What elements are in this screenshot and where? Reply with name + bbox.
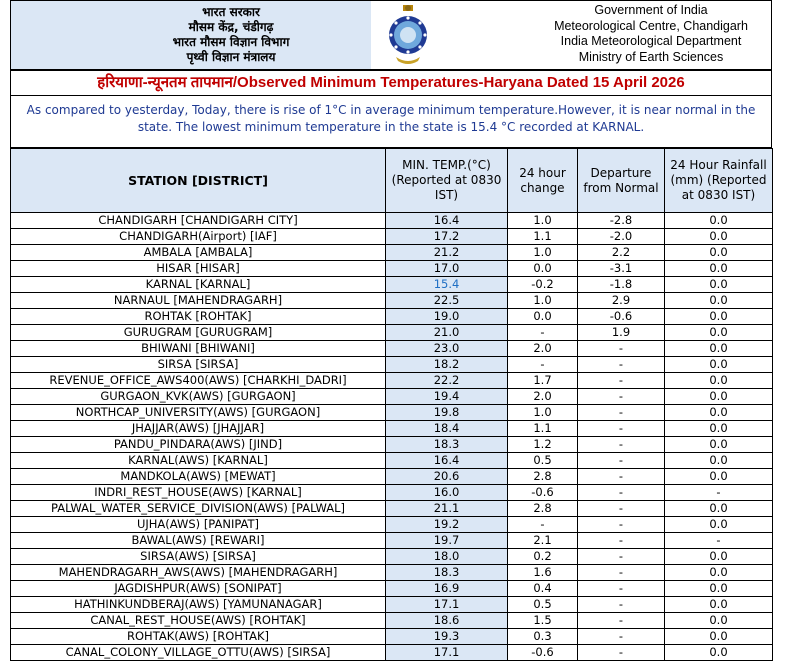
table-row <box>11 453 773 469</box>
table-row <box>11 245 773 261</box>
change-cell: 2.0 <box>508 341 578 357</box>
min-temp-cell: 21.0 <box>386 325 508 341</box>
change-cell: 0.4 <box>508 581 578 597</box>
col-header-rainfall: 24 Hour Rainfall (mm) (Reported at 0830 IST) <box>665 149 773 213</box>
hindi-line-1: भारत सरकार <box>202 5 260 19</box>
departure-cell: -1.8 <box>578 277 665 293</box>
change-cell: -0.2 <box>508 277 578 293</box>
departure-cell: - <box>578 389 665 405</box>
change-cell: 2.8 <box>508 501 578 517</box>
station-cell: HATHINKUNDBERAJ(AWS) [YAMUNANAGAR] <box>11 597 386 613</box>
col-header-change: 24 hour change <box>508 149 578 213</box>
min-temp-cell: 23.0 <box>386 341 508 357</box>
station-cell: ROHTAK [ROHTAK] <box>11 309 386 325</box>
station-cell: CANAL_COLONY_VILLAGE_OTTU(AWS) [SIRSA] <box>11 645 386 661</box>
change-cell: 0.3 <box>508 629 578 645</box>
departure-cell: - <box>578 533 665 549</box>
departure-cell: 1.9 <box>578 325 665 341</box>
change-cell: 0.5 <box>508 453 578 469</box>
station-cell: BHIWANI [BHIWANI] <box>11 341 386 357</box>
station-cell: AMBALA [AMBALA] <box>11 245 386 261</box>
rainfall-cell: 0.0 <box>665 629 773 645</box>
table-row <box>11 293 773 309</box>
change-cell: 1.0 <box>508 405 578 421</box>
table-row <box>11 325 773 341</box>
change-cell: 1.5 <box>508 613 578 629</box>
min-temp-cell: 17.1 <box>386 645 508 661</box>
departure-cell: -0.6 <box>578 309 665 325</box>
departure-cell: -2.8 <box>578 213 665 229</box>
min-temp-cell: 22.2 <box>386 373 508 389</box>
station-cell: UJHA(AWS) [PANIPAT] <box>11 517 386 533</box>
table-row <box>11 533 773 549</box>
station-cell: PALWAL_WATER_SERVICE_DIVISION(AWS) [PALWAL] <box>11 501 386 517</box>
rainfall-cell: 0.0 <box>665 501 773 517</box>
min-temp-cell: 17.2 <box>386 229 508 245</box>
departure-cell: 2.2 <box>578 245 665 261</box>
english-org-block <box>531 3 771 65</box>
station-cell: GURUGRAM [GURUGRAM] <box>11 325 386 341</box>
rainfall-cell: 0.0 <box>665 581 773 597</box>
table-body <box>11 213 773 661</box>
table-row <box>11 309 773 325</box>
change-cell: 1.0 <box>508 245 578 261</box>
hindi-line-4: पृथ्वी विज्ञान मंत्रालय <box>186 50 276 64</box>
table-row <box>11 517 773 533</box>
station-cell: KARNAL [KARNAL] <box>11 277 386 293</box>
change-cell: 0.5 <box>508 597 578 613</box>
min-temp-cell: 21.2 <box>386 245 508 261</box>
station-cell: HISAR [HISAR] <box>11 261 386 277</box>
change-cell: 1.2 <box>508 437 578 453</box>
change-cell: - <box>508 357 578 373</box>
table-row <box>11 373 773 389</box>
report-title: हरियाणा-न्यूनतम तापमान/Observed Minimum Temperatures-Haryana Dated 15 April 2026 <box>10 69 772 96</box>
rainfall-cell: 0.0 <box>665 645 773 661</box>
imd-emblem-icon <box>386 3 430 67</box>
departure-cell: - <box>578 517 665 533</box>
change-cell: 1.1 <box>508 421 578 437</box>
table-row <box>11 629 773 645</box>
rainfall-cell: 0.0 <box>665 389 773 405</box>
min-temp-cell: 16.4 <box>386 213 508 229</box>
departure-cell: - <box>578 629 665 645</box>
rainfall-cell: 0.0 <box>665 469 773 485</box>
min-temp-cell: 19.3 <box>386 629 508 645</box>
min-temp-cell: 20.6 <box>386 469 508 485</box>
station-cell: NARNAUL [MAHENDRAGARH] <box>11 293 386 309</box>
change-cell: 0.2 <box>508 549 578 565</box>
rainfall-cell: 0.0 <box>665 325 773 341</box>
table-row <box>11 581 773 597</box>
station-cell: GURGAON_KVK(AWS) [GURGAON] <box>11 389 386 405</box>
min-temp-cell: 17.0 <box>386 261 508 277</box>
station-cell: MAHENDRAGARH_AWS(AWS) [MAHENDRAGARH] <box>11 565 386 581</box>
table-row <box>11 501 773 517</box>
rainfall-cell: 0.0 <box>665 229 773 245</box>
table-row <box>11 405 773 421</box>
min-temp-cell: 16.4 <box>386 453 508 469</box>
rainfall-cell: 0.0 <box>665 277 773 293</box>
min-temp-cell: 19.0 <box>386 309 508 325</box>
rainfall-cell: 0.0 <box>665 309 773 325</box>
departure-cell: - <box>578 565 665 581</box>
station-cell: INDRI_REST_HOUSE(AWS) [KARNAL] <box>11 485 386 501</box>
rainfall-cell: 0.0 <box>665 565 773 581</box>
station-cell: CANAL_REST_HOUSE(AWS) [ROHTAK] <box>11 613 386 629</box>
departure-cell: - <box>578 597 665 613</box>
station-cell: JAGDISHPUR(AWS) [SONIPAT] <box>11 581 386 597</box>
departure-cell: - <box>578 613 665 629</box>
station-cell: SIRSA(AWS) [SIRSA] <box>11 549 386 565</box>
table-row <box>11 213 773 229</box>
min-temp-cell: 22.5 <box>386 293 508 309</box>
min-temp-cell: 18.2 <box>386 357 508 373</box>
min-temp-cell: 19.2 <box>386 517 508 533</box>
departure-cell: - <box>578 437 665 453</box>
col-header-station: STATION [DISTRICT] <box>11 149 386 213</box>
departure-cell: - <box>578 421 665 437</box>
rainfall-cell: 0.0 <box>665 437 773 453</box>
temperature-table <box>10 148 773 661</box>
rainfall-cell: 0.0 <box>665 405 773 421</box>
min-temp-cell: 21.1 <box>386 501 508 517</box>
station-cell: CHANDIGARH(Airport) [IAF] <box>11 229 386 245</box>
departure-cell: -2.0 <box>578 229 665 245</box>
table-row <box>11 565 773 581</box>
departure-cell: - <box>578 549 665 565</box>
departure-cell: - <box>578 501 665 517</box>
departure-cell: - <box>578 453 665 469</box>
table-row <box>11 229 773 245</box>
change-cell: -0.6 <box>508 485 578 501</box>
min-temp-cell: 19.4 <box>386 389 508 405</box>
min-temp-cell: 19.7 <box>386 533 508 549</box>
departure-cell: 2.9 <box>578 293 665 309</box>
departure-cell: - <box>578 469 665 485</box>
departure-cell: - <box>578 341 665 357</box>
table-row <box>11 549 773 565</box>
rainfall-cell: 0.0 <box>665 213 773 229</box>
departure-cell: - <box>578 373 665 389</box>
change-cell: 1.7 <box>508 373 578 389</box>
station-cell: JHAJJAR(AWS) [JHAJJAR] <box>11 421 386 437</box>
change-cell: 1.0 <box>508 213 578 229</box>
table-row <box>11 485 773 501</box>
change-cell: - <box>508 517 578 533</box>
hindi-line-2: मौसम केंद्र, चंडीगढ़ <box>188 20 274 34</box>
table-row <box>11 469 773 485</box>
table-row <box>11 421 773 437</box>
english-line-4: Ministry of Earth Sciences <box>578 49 724 64</box>
min-temp-cell: 18.3 <box>386 437 508 453</box>
departure-cell: - <box>578 405 665 421</box>
station-cell: SIRSA [SIRSA] <box>11 357 386 373</box>
station-cell: MANDKOLA(AWS) [MEWAT] <box>11 469 386 485</box>
min-temp-cell: 16.0 <box>386 485 508 501</box>
summary-text: As compared to yesterday, Today, there is rise of 1°C in average minimum temperature.However, it is near normal in the state. The lowest minimum temperature in the state is 15.4 °C recorded at KARNAL. <box>10 96 772 148</box>
change-cell: 2.8 <box>508 469 578 485</box>
english-line-1: Government of India <box>594 3 708 17</box>
table-row <box>11 389 773 405</box>
change-cell: 2.1 <box>508 533 578 549</box>
rainfall-cell: 0.0 <box>665 453 773 469</box>
change-cell: 0.0 <box>508 261 578 277</box>
departure-cell: - <box>578 581 665 597</box>
change-cell: 1.6 <box>508 565 578 581</box>
station-cell: NORTHCAP_UNIVERSITY(AWS) [GURGAON] <box>11 405 386 421</box>
rainfall-cell: 0.0 <box>665 613 773 629</box>
col-header-departure: Departure from Normal <box>578 149 665 213</box>
report-sheet <box>10 0 772 661</box>
min-temp-cell: 16.9 <box>386 581 508 597</box>
rainfall-cell: 0.0 <box>665 341 773 357</box>
min-temp-cell: 18.6 <box>386 613 508 629</box>
rainfall-cell: 0.0 <box>665 357 773 373</box>
table-row <box>11 597 773 613</box>
english-line-3: India Meteorological Department <box>560 34 742 48</box>
departure-cell: - <box>578 485 665 501</box>
min-temp-cell: 19.8 <box>386 405 508 421</box>
rainfall-cell: 0.0 <box>665 549 773 565</box>
report-header <box>10 0 772 69</box>
rainfall-cell: 0.0 <box>665 517 773 533</box>
table-row <box>11 261 773 277</box>
rainfall-cell: 0.0 <box>665 261 773 277</box>
rainfall-cell: 0.0 <box>665 293 773 309</box>
change-cell: 0.0 <box>508 309 578 325</box>
station-cell: KARNAL(AWS) [KARNAL] <box>11 453 386 469</box>
table-row <box>11 277 773 293</box>
rainfall-cell: 0.0 <box>665 421 773 437</box>
table-row <box>11 613 773 629</box>
table-row <box>11 357 773 373</box>
min-temp-cell: 18.3 <box>386 565 508 581</box>
min-temp-cell: 18.0 <box>386 549 508 565</box>
hindi-line-3: भारत मौसम विज्ञान विभाग <box>172 35 290 49</box>
station-cell: ROHTAK(AWS) [ROHTAK] <box>11 629 386 645</box>
change-cell: - <box>508 325 578 341</box>
min-temp-cell: 15.4 <box>386 277 508 293</box>
table-row <box>11 341 773 357</box>
rainfall-cell: 0.0 <box>665 597 773 613</box>
change-cell: 1.0 <box>508 293 578 309</box>
table-row <box>11 437 773 453</box>
departure-cell: -3.1 <box>578 261 665 277</box>
hindi-org-block <box>11 1 371 69</box>
station-cell: BAWAL(AWS) [REWARI] <box>11 533 386 549</box>
change-cell: 2.0 <box>508 389 578 405</box>
rainfall-cell: 0.0 <box>665 373 773 389</box>
departure-cell: - <box>578 645 665 661</box>
table-header-row <box>11 149 773 213</box>
min-temp-cell: 18.4 <box>386 421 508 437</box>
table-row <box>11 645 773 661</box>
station-cell: REVENUE_OFFICE_AWS400(AWS) [CHARKHI_DADRI] <box>11 373 386 389</box>
english-line-2: Meteorological Centre, Chandigarh <box>554 18 748 33</box>
station-cell: PANDU_PINDARA(AWS) [JIND] <box>11 437 386 453</box>
change-cell: -0.6 <box>508 645 578 661</box>
min-temp-cell: 17.1 <box>386 597 508 613</box>
change-cell: 1.1 <box>508 229 578 245</box>
rainfall-cell: - <box>665 485 773 501</box>
rainfall-cell: 0.0 <box>665 245 773 261</box>
rainfall-cell: - <box>665 533 773 549</box>
station-cell: CHANDIGARH [CHANDIGARH CITY] <box>11 213 386 229</box>
departure-cell: - <box>578 357 665 373</box>
col-header-min-temp: MIN. TEMP.(°C) (Reported at 0830 IST) <box>386 149 508 213</box>
